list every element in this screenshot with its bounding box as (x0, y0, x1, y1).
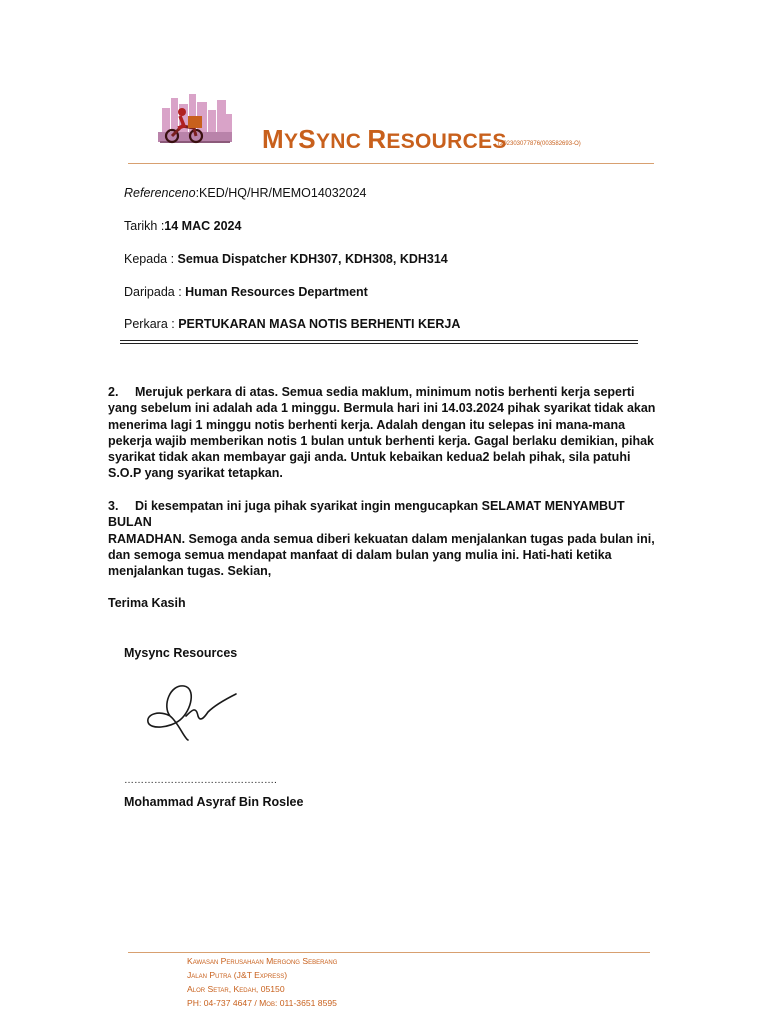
footer-phone-line: PH: 04-737 4647 / Mob: 011-3651 8595 (187, 998, 337, 1008)
to-value: Semua Dispatcher KDH307, KDH308, KDH314 (177, 252, 448, 266)
paragraph-line: menjalankan tugas. Sekian, (108, 564, 272, 579)
reference-label: Referenceno (124, 186, 196, 200)
header-double-rule (120, 340, 638, 344)
reference-value: :KED/HQ/HR/MEMO14032024 (195, 186, 367, 200)
paragraph-line: 2. Merujuk perkara di atas. Semua sedia maklum, minimum notis berhenti kerja seperti (108, 385, 635, 399)
signing-company: Mysync Resources (124, 646, 238, 660)
date-value: 14 MAC 2024 (164, 219, 242, 233)
date-field (124, 219, 241, 233)
company-name: MYSYNC RESOURCES (262, 124, 507, 154)
subject-field (124, 317, 460, 331)
company-logo (156, 88, 234, 148)
paragraph-line: RAMADHAN. Semoga anda semua diberi kekuatan dalam menjalankan tugas pada bulan ini, (108, 531, 655, 546)
footer-address-line: Alor Setar, Kedah, 05150 (187, 984, 285, 994)
signer-name: Mohammad Asyraf Bin Roslee (124, 795, 304, 809)
paragraph-line: menerima lagi 1 minggu notis berhenti kerja. Adalah dengan itu selepas ini mana-mana (108, 417, 626, 432)
paragraph-line: dan semoga semua mendapat manfaat di dalam bulan yang mulia ini. Hati-hati ketika (108, 547, 612, 562)
paragraph-line: 3. Di kesempatan ini juga pihak syarikat ingin mengucapkan SELAMAT MENYAMBUT BULAN (108, 499, 625, 530)
paragraph-2 (108, 384, 668, 482)
footer-divider (128, 952, 650, 953)
footer-address-line: Kawasan Perusahaan Mergong Seberang (187, 956, 338, 966)
paragraph-number: 3. (108, 499, 119, 513)
paragraph-3 (108, 498, 668, 579)
subject-value: PERTUKARAN MASA NOTIS BERHENTI KERJA (178, 317, 461, 331)
paragraph-line: syarikat tidak akan membayar gaji anda. Untuk kebaikan kedua2 belah pihak, sila patuhi (108, 450, 631, 465)
subject-label: Perkara : (124, 317, 179, 331)
reference-field (124, 186, 366, 200)
paragraph-line: S.O.P yang syarikat tetapkan. (108, 466, 283, 481)
signature-image (140, 676, 240, 744)
paragraph-number: 2. (108, 385, 119, 399)
to-label: Kepada : (124, 252, 178, 266)
company-registration: (202303077876(003582693-O) (498, 141, 581, 147)
closing-thanks: Terima Kasih (108, 596, 186, 610)
signature-dotted-line: ………………………………………. (124, 775, 277, 786)
date-label: Tarikh : (124, 219, 165, 233)
from-label: Daripada : (124, 285, 186, 299)
letterhead-divider (128, 163, 654, 164)
from-field (124, 285, 368, 299)
paragraph-line: yang sebelum ini adalah ada 1 minggu. Bermula hari ini 14.03.2024 pihak syarikat tidak akan (108, 401, 656, 416)
from-value: Human Resources Department (185, 285, 368, 299)
to-field (124, 252, 448, 266)
paragraph-line: pekerja wajib memberikan notis 1 bulan untuk berhenti kerja. Gagal berlaku demikian, pihak (108, 433, 655, 448)
footer-address-line: Jalan Putra (J&T Express) (187, 970, 288, 980)
